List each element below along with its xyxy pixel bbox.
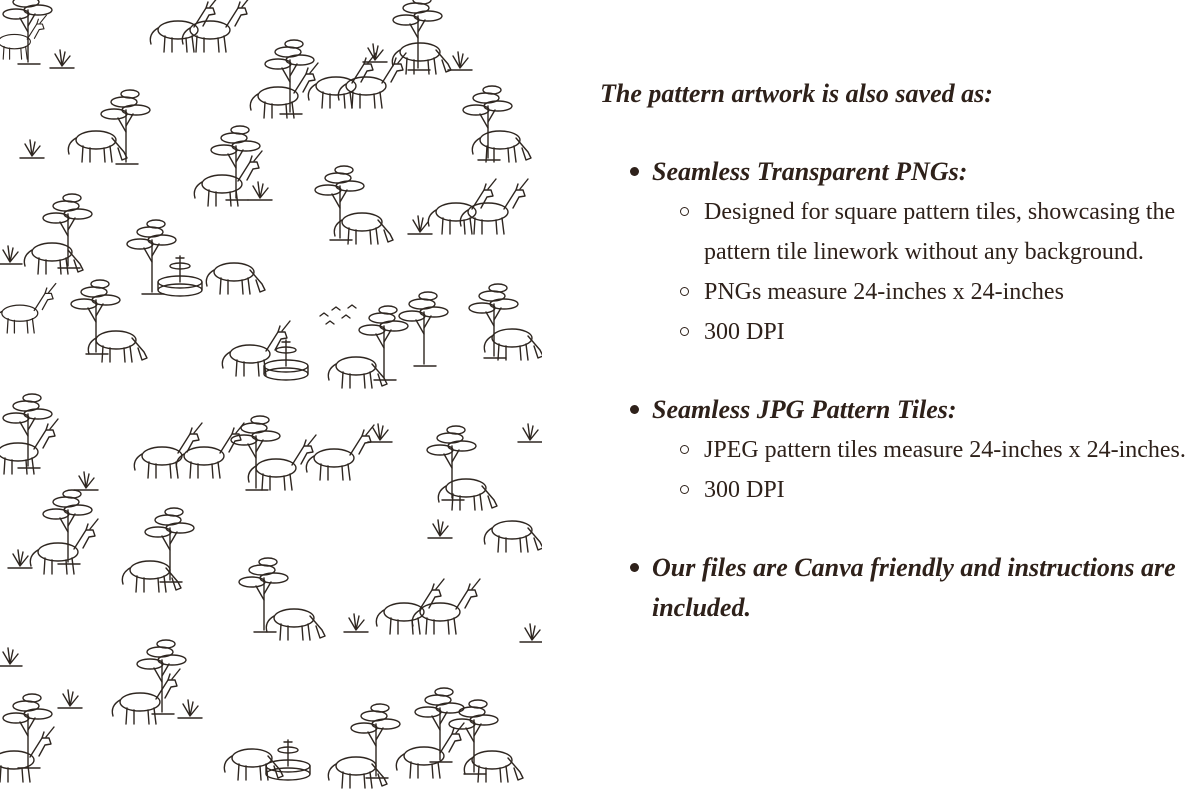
bullet-dot — [630, 167, 639, 176]
format-item-png — [600, 152, 1190, 352]
format-item-canva — [600, 548, 1190, 628]
format-title-jpg: Seamless JPG Pattern Tiles: — [652, 395, 957, 424]
jpg-detail-item — [652, 470, 1190, 510]
jpg-size-text: JPEG pattern tiles measure 24-inches x 24-inches. — [704, 437, 1186, 463]
png-detail-item — [652, 272, 1190, 312]
png-detail-item — [652, 192, 1190, 272]
png-detail-list — [652, 192, 1190, 352]
bullet-ring — [680, 485, 689, 494]
bullet-ring — [680, 287, 689, 296]
file-format-info — [600, 74, 1190, 666]
bullet-ring — [680, 445, 689, 454]
png-detail-item — [652, 312, 1190, 352]
bullet-dot — [630, 563, 639, 572]
jpg-dpi-text: 300 DPI — [704, 477, 785, 503]
bullet-dot — [630, 405, 639, 414]
png-size-text: PNGs measure 24-inches x 24-inches — [704, 279, 1064, 305]
png-dpi-text: 300 DPI — [704, 319, 785, 345]
info-heading: The pattern artwork is also saved as: — [600, 79, 993, 108]
format-title-png: Seamless Transparent PNGs: — [652, 157, 968, 186]
unicorn-pattern-artwork — [0, 0, 542, 800]
format-item-jpg — [600, 390, 1190, 510]
bullet-ring — [680, 327, 689, 336]
jpg-detail-item — [652, 430, 1190, 470]
format-list — [600, 152, 1190, 628]
bullet-ring — [680, 207, 689, 216]
pattern-illustration — [0, 0, 542, 800]
png-detail-text: Designed for square pattern tiles, showcasing the pattern tile linework without any background. — [704, 199, 1176, 265]
jpg-detail-list — [652, 430, 1190, 510]
canva-note: Our files are Canva friendly and instructions are included. — [652, 553, 1176, 622]
